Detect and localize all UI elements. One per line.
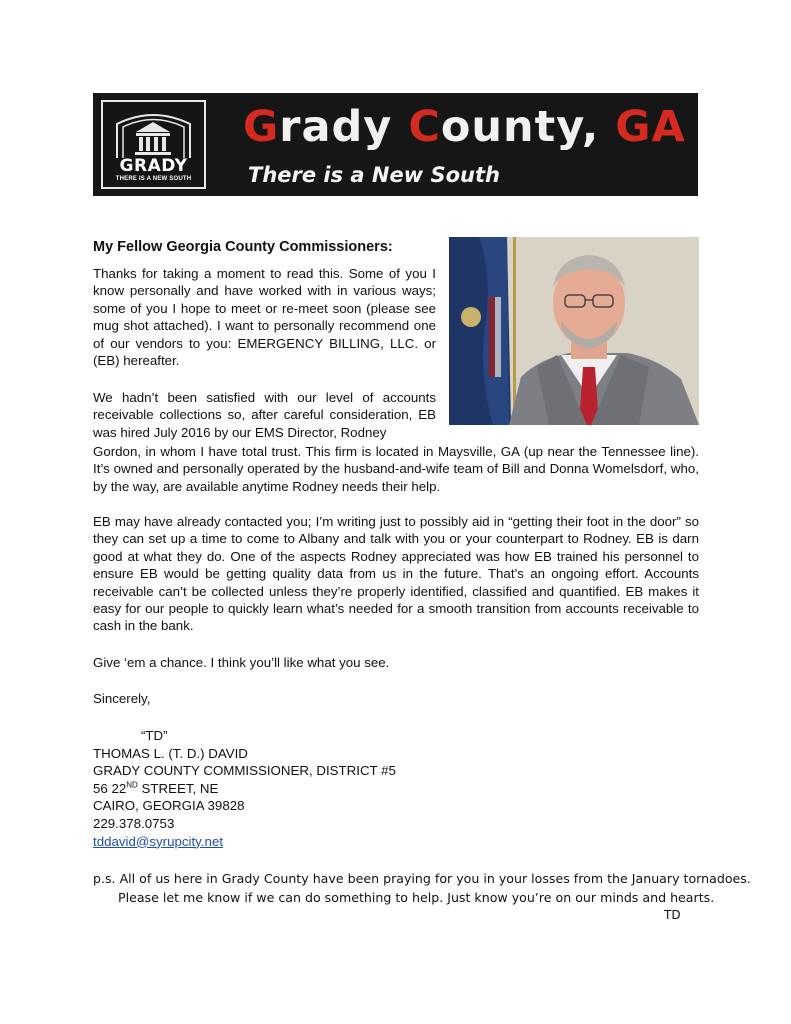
title-rady: rady: [279, 102, 409, 152]
phone-number: 229.378.0753: [93, 815, 175, 831]
street-name: STREET, NE: [137, 780, 219, 796]
county-logo: [101, 100, 206, 189]
postscript-line-2: Please let me know if we can do something to help. Just know you’re on our minds and hearts.: [118, 890, 715, 905]
email-link[interactable]: tddavid@syrupcity.net: [93, 833, 224, 849]
banner-subtitle: There is a New South: [248, 163, 500, 187]
street-number: 56 22: [93, 780, 127, 796]
logo-tagline: THERE IS A NEW SOUTH: [115, 176, 192, 182]
header-banner: [93, 93, 698, 196]
city-state-zip: CAIRO, GEORGIA 39828: [93, 798, 245, 814]
closing: Sincerely,: [93, 691, 151, 706]
signer-title: GRADY COUNTY COMMISSIONER, DISTRICT #5: [93, 763, 396, 779]
title-ounty: ounty,: [440, 102, 616, 152]
paragraph-3: EB may have already contacted you; I’m writing just to possibly aid in “getting their foot in the door” so they can set up a time to come to Albany and talk with you or your counterpart to Rodney. EB is darn good at what they do. One of the aspects Rodney appreciated was how EB trained his personnel to ensure EB would be getting quality data from us in the future. That’s an ongoing effort. Accounts receivable can’t be collected unless they’re properly identified, classified and quantified. EB makes it easy for our people to quickly learn what’s needed for a smooth transition from accounts receivable to cash in the bank.: [93, 514, 699, 634]
postscript-signoff: TD: [664, 908, 681, 922]
signature-initials: “TD”: [141, 728, 168, 743]
postscript: [93, 869, 751, 907]
title-initial-c: C: [408, 102, 441, 152]
signer-name: THOMAS L. (T. D.) DAVID: [93, 745, 248, 761]
portrait-photo: [449, 237, 699, 425]
portrait-image: [449, 237, 699, 425]
title-initial-g: G: [243, 102, 280, 152]
postscript-line-1: p.s. All of us here in Grady County have been praying for you in your losses from the January tornadoes.: [93, 871, 751, 886]
paragraph-4: Give ‘em a chance. I think you’ll like what you see.: [93, 655, 390, 670]
paragraph-2-bottom: Gordon, in whom I have total trust. This firm is located in Maysville, GA (up near the Tennessee line). It’s owned and personally operated by the husband-and-wife team of Bill and Donna Womelsdorf, who, by the way, are available anytime Rodney needs their help.: [93, 444, 699, 494]
banner-title: [243, 102, 686, 152]
street-ordinal: ND: [126, 780, 138, 790]
logo-name: GRADY: [119, 156, 188, 176]
signature-block: [93, 727, 396, 850]
salutation: My Fellow Georgia County Commissioners:: [93, 239, 393, 255]
title-ga: GA: [615, 102, 686, 152]
street-address: [93, 780, 396, 798]
paragraph-1: Thanks for taking a moment to read this. Some of you I know personally and have worked with in various ways; some of you I hope to meet or re-meet soon (please see mug shot attached). I want to personally recommend one of our vendors to you: EMERGENCY BILLING, LLC. or (EB) hereafter.: [93, 266, 436, 369]
paragraph-2-top: We hadn’t been satisfied with our level of accounts receivable collections so, after careful consideration, EB was hired July 2016 by our EMS Director, Rodney: [93, 390, 436, 440]
